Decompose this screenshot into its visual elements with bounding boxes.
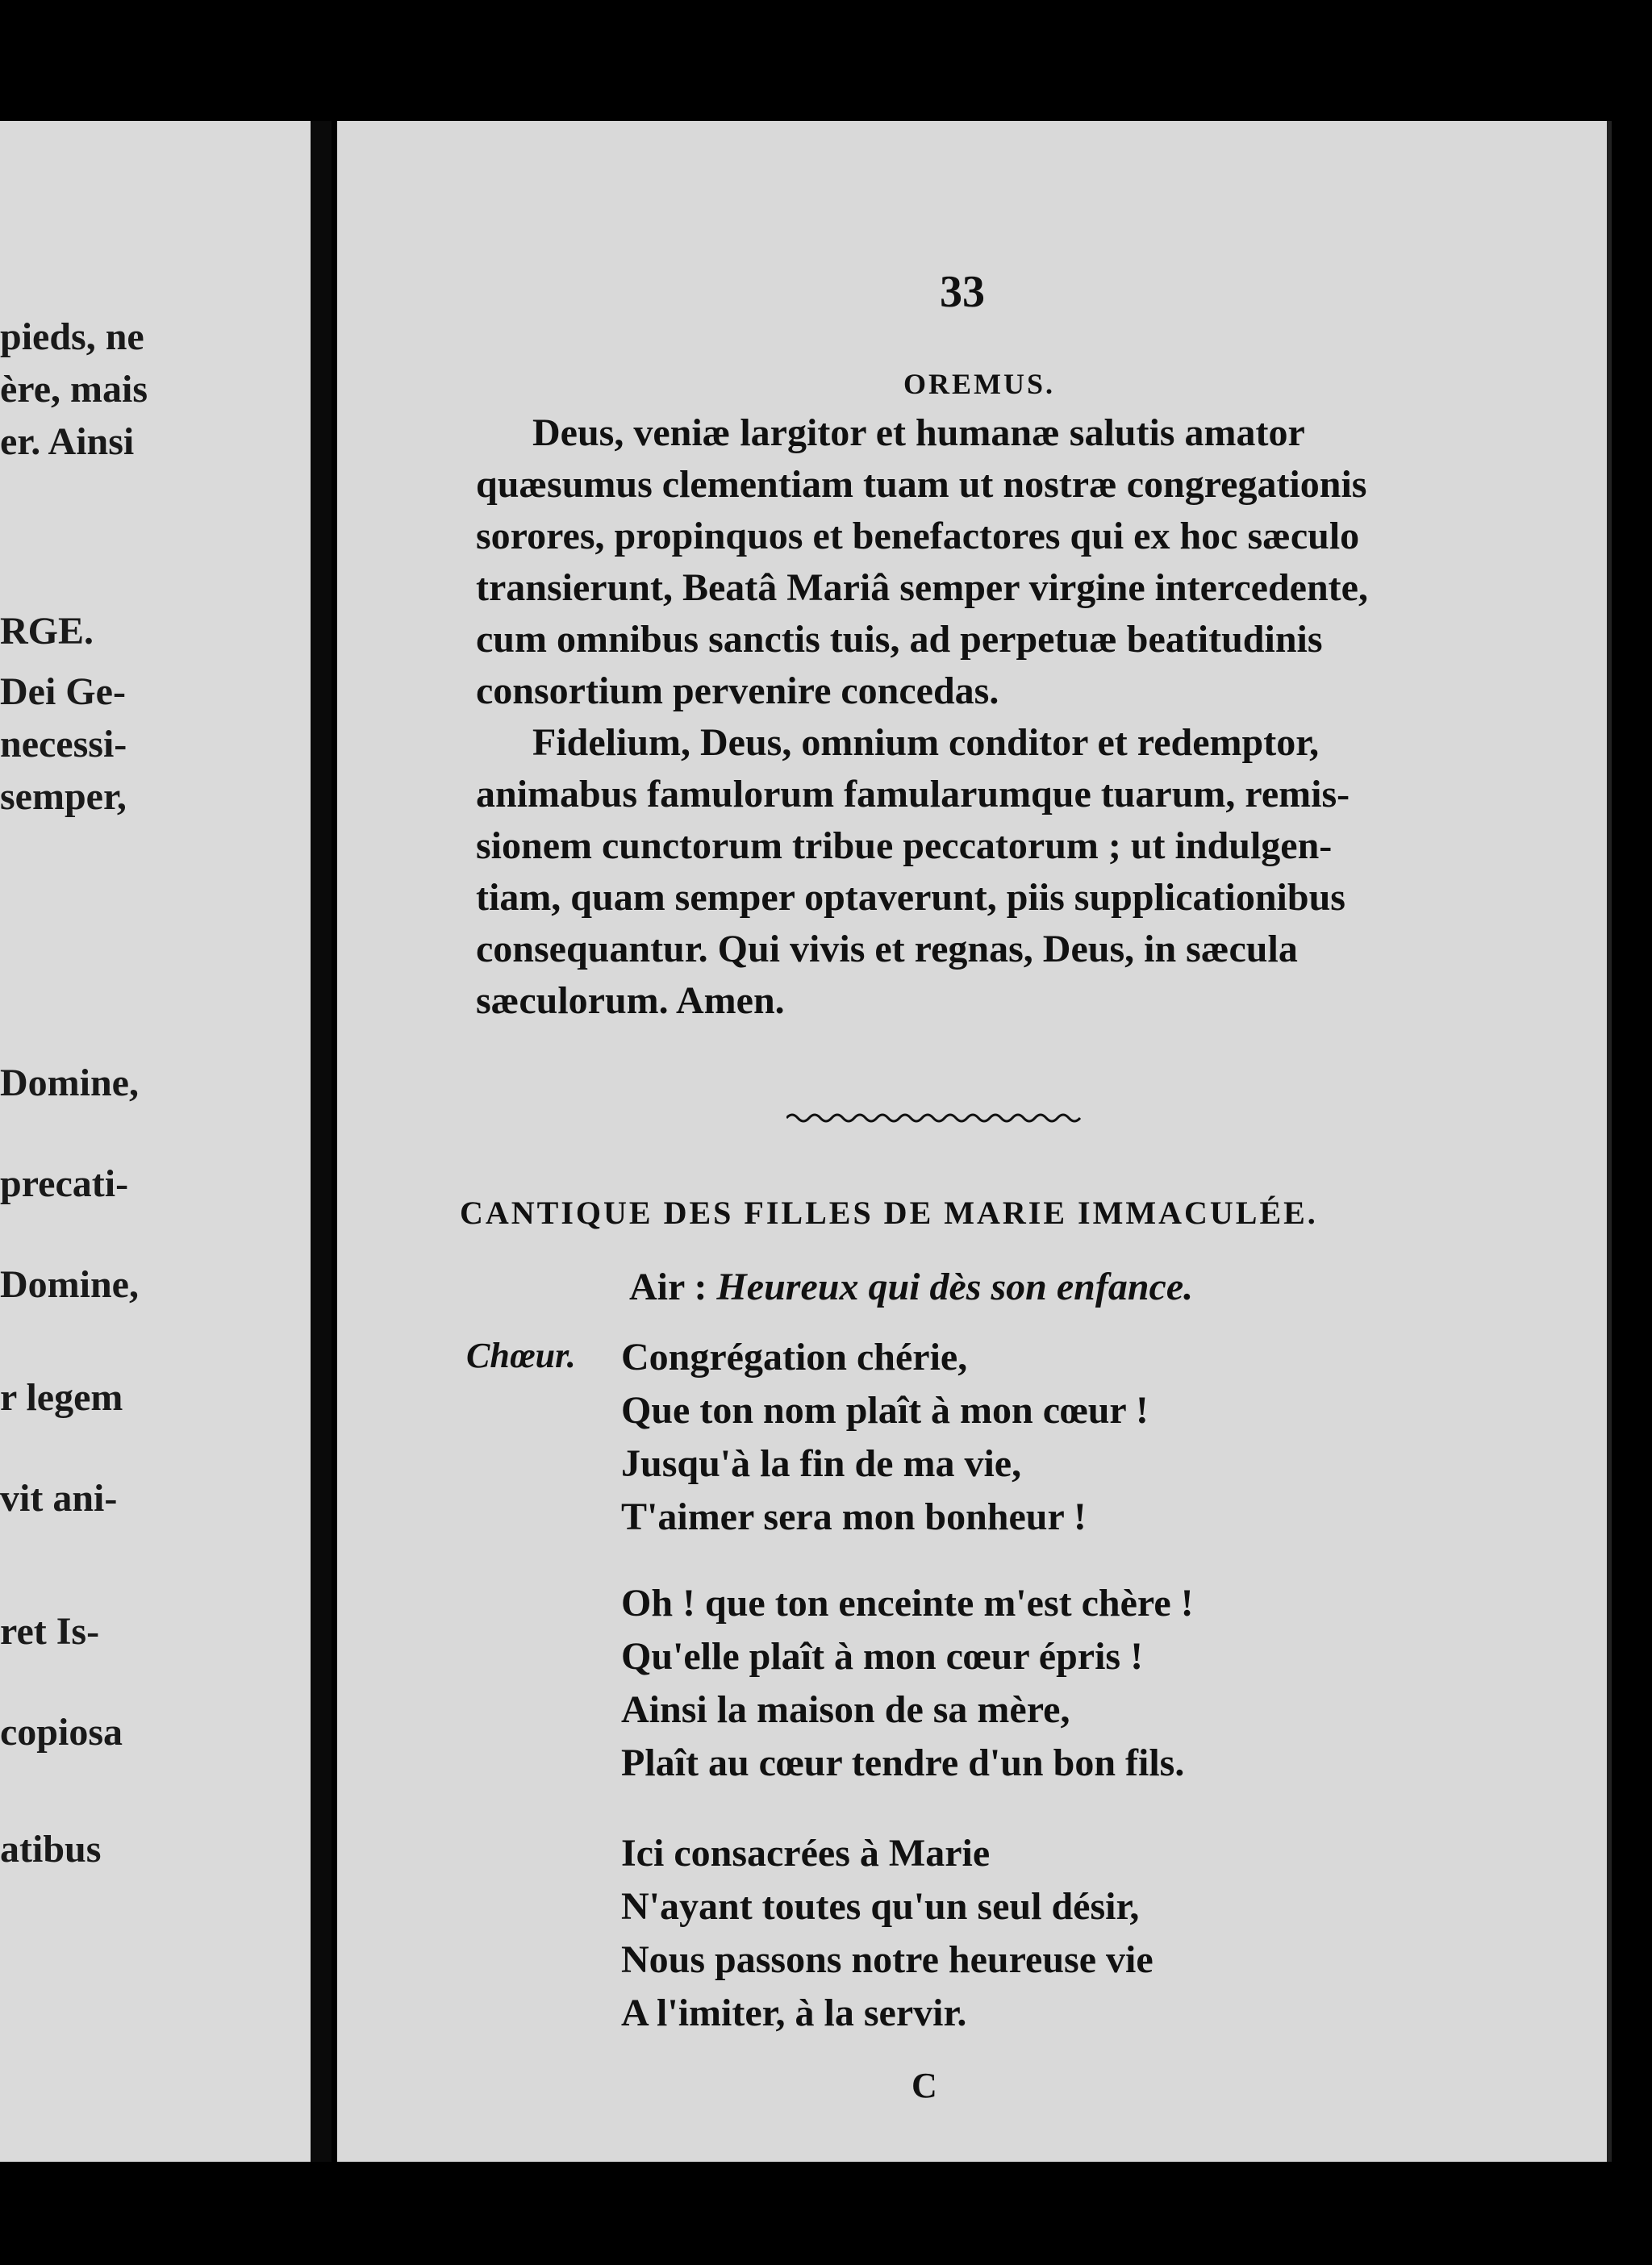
- prayer-line: Fidelium, Deus, omnium conditor et redemptor,: [532, 721, 1320, 764]
- left-text-fragment: ret Is-: [0, 1610, 100, 1653]
- verse-line: Ainsi la maison de sa mère,: [621, 1688, 1070, 1731]
- verse-line: N'ayant toutes qu'un seul désir,: [621, 1885, 1140, 1928]
- oremus-heading: OREMUS.: [903, 368, 1056, 400]
- air-line: [629, 1265, 1193, 1309]
- air-label: Air :: [629, 1266, 707, 1308]
- prayer-line: consortium pervenire concedas.: [476, 669, 999, 712]
- cantique-title: CANTIQUE DES FILLES DE MARIE IMMACULÉE.: [460, 1195, 1318, 1231]
- left-text-fragment: ère, mais: [0, 368, 148, 411]
- prayer-text: [476, 407, 1456, 1027]
- book-gutter: [311, 121, 332, 2162]
- left-text-fragment: necessi-: [0, 723, 127, 765]
- prayer-line: sæculorum. Amen.: [476, 979, 785, 1022]
- left-text-fragment: vit ani-: [0, 1477, 118, 1520]
- prayer-line: consequantur. Qui vivis et regnas, Deus, in sæcula: [476, 928, 1298, 970]
- verse-line: Ici consacrées à Marie: [621, 1832, 991, 1875]
- prayer-line: animabus famulorum famularumque tuarum, remis-: [476, 773, 1350, 815]
- left-text-fragment: pieds, ne: [0, 315, 144, 358]
- stanza-1: [621, 1331, 1149, 1544]
- choeur-label: Chœur.: [466, 1336, 576, 1375]
- left-text-fragment: copiosa: [0, 1711, 123, 1754]
- prayer-line: transierunt, Beatâ Mariâ semper virgine intercedente,: [476, 566, 1368, 609]
- verse-line: A l'imiter, à la servir.: [621, 1992, 967, 2034]
- prayer-line: cum omnibus sanctis tuis, ad perpetuæ beatitudinis: [476, 618, 1323, 661]
- air-title: Heureux qui dès son enfance.: [716, 1266, 1194, 1308]
- wavy-divider: [786, 1112, 1085, 1124]
- verse-line: Que ton nom plaît à mon cœur !: [621, 1389, 1149, 1432]
- prayer-line: sorores, propinquos et benefactores qui ex hoc sæculo: [476, 515, 1360, 557]
- left-page-fragment: [0, 121, 315, 2162]
- verse-line: Nous passons notre heureuse vie: [621, 1938, 1153, 1981]
- verse-line: Qu'elle plaît à mon cœur épris !: [621, 1635, 1144, 1678]
- page-number: 33: [940, 267, 985, 317]
- left-text-fragment: atibus: [0, 1828, 102, 1871]
- verse-line: Plaît au cœur tendre d'un bon fils.: [621, 1742, 1185, 1784]
- verse-line: Jusqu'à la fin de ma vie,: [621, 1442, 1022, 1485]
- stanza-3: [621, 1827, 1153, 2040]
- verse-line: T'aimer sera mon bonheur !: [621, 1495, 1087, 1538]
- verse-line: Oh ! que ton enceinte m'est chère !: [621, 1582, 1194, 1625]
- prayer-line: sionem cunctorum tribue peccatorum ; ut indulgen-: [476, 824, 1333, 867]
- left-text-fragment: precati-: [0, 1162, 129, 1205]
- left-text-fragment: Domine,: [0, 1062, 139, 1104]
- prayer-line: Deus, veniæ largitor et humanæ salutis amator: [532, 411, 1305, 454]
- signature-mark: C: [912, 2066, 937, 2105]
- left-text-fragment: Dei Ge-: [0, 670, 126, 713]
- stanza-2: [621, 1577, 1194, 1790]
- prayer-line: tiam, quam semper optaverunt, piis supplicationibus: [476, 876, 1345, 919]
- left-text-fragment: r legem: [0, 1376, 123, 1419]
- left-text-fragment: er. Ainsi: [0, 420, 135, 463]
- left-text-fragment: RGE.: [0, 610, 94, 653]
- left-text-fragment: Domine,: [0, 1263, 139, 1306]
- left-text-fragment: semper,: [0, 775, 127, 818]
- prayer-line: quæsumus clementiam tuam ut nostræ congregationis: [476, 463, 1367, 506]
- verse-line: Congrégation chérie,: [621, 1336, 968, 1379]
